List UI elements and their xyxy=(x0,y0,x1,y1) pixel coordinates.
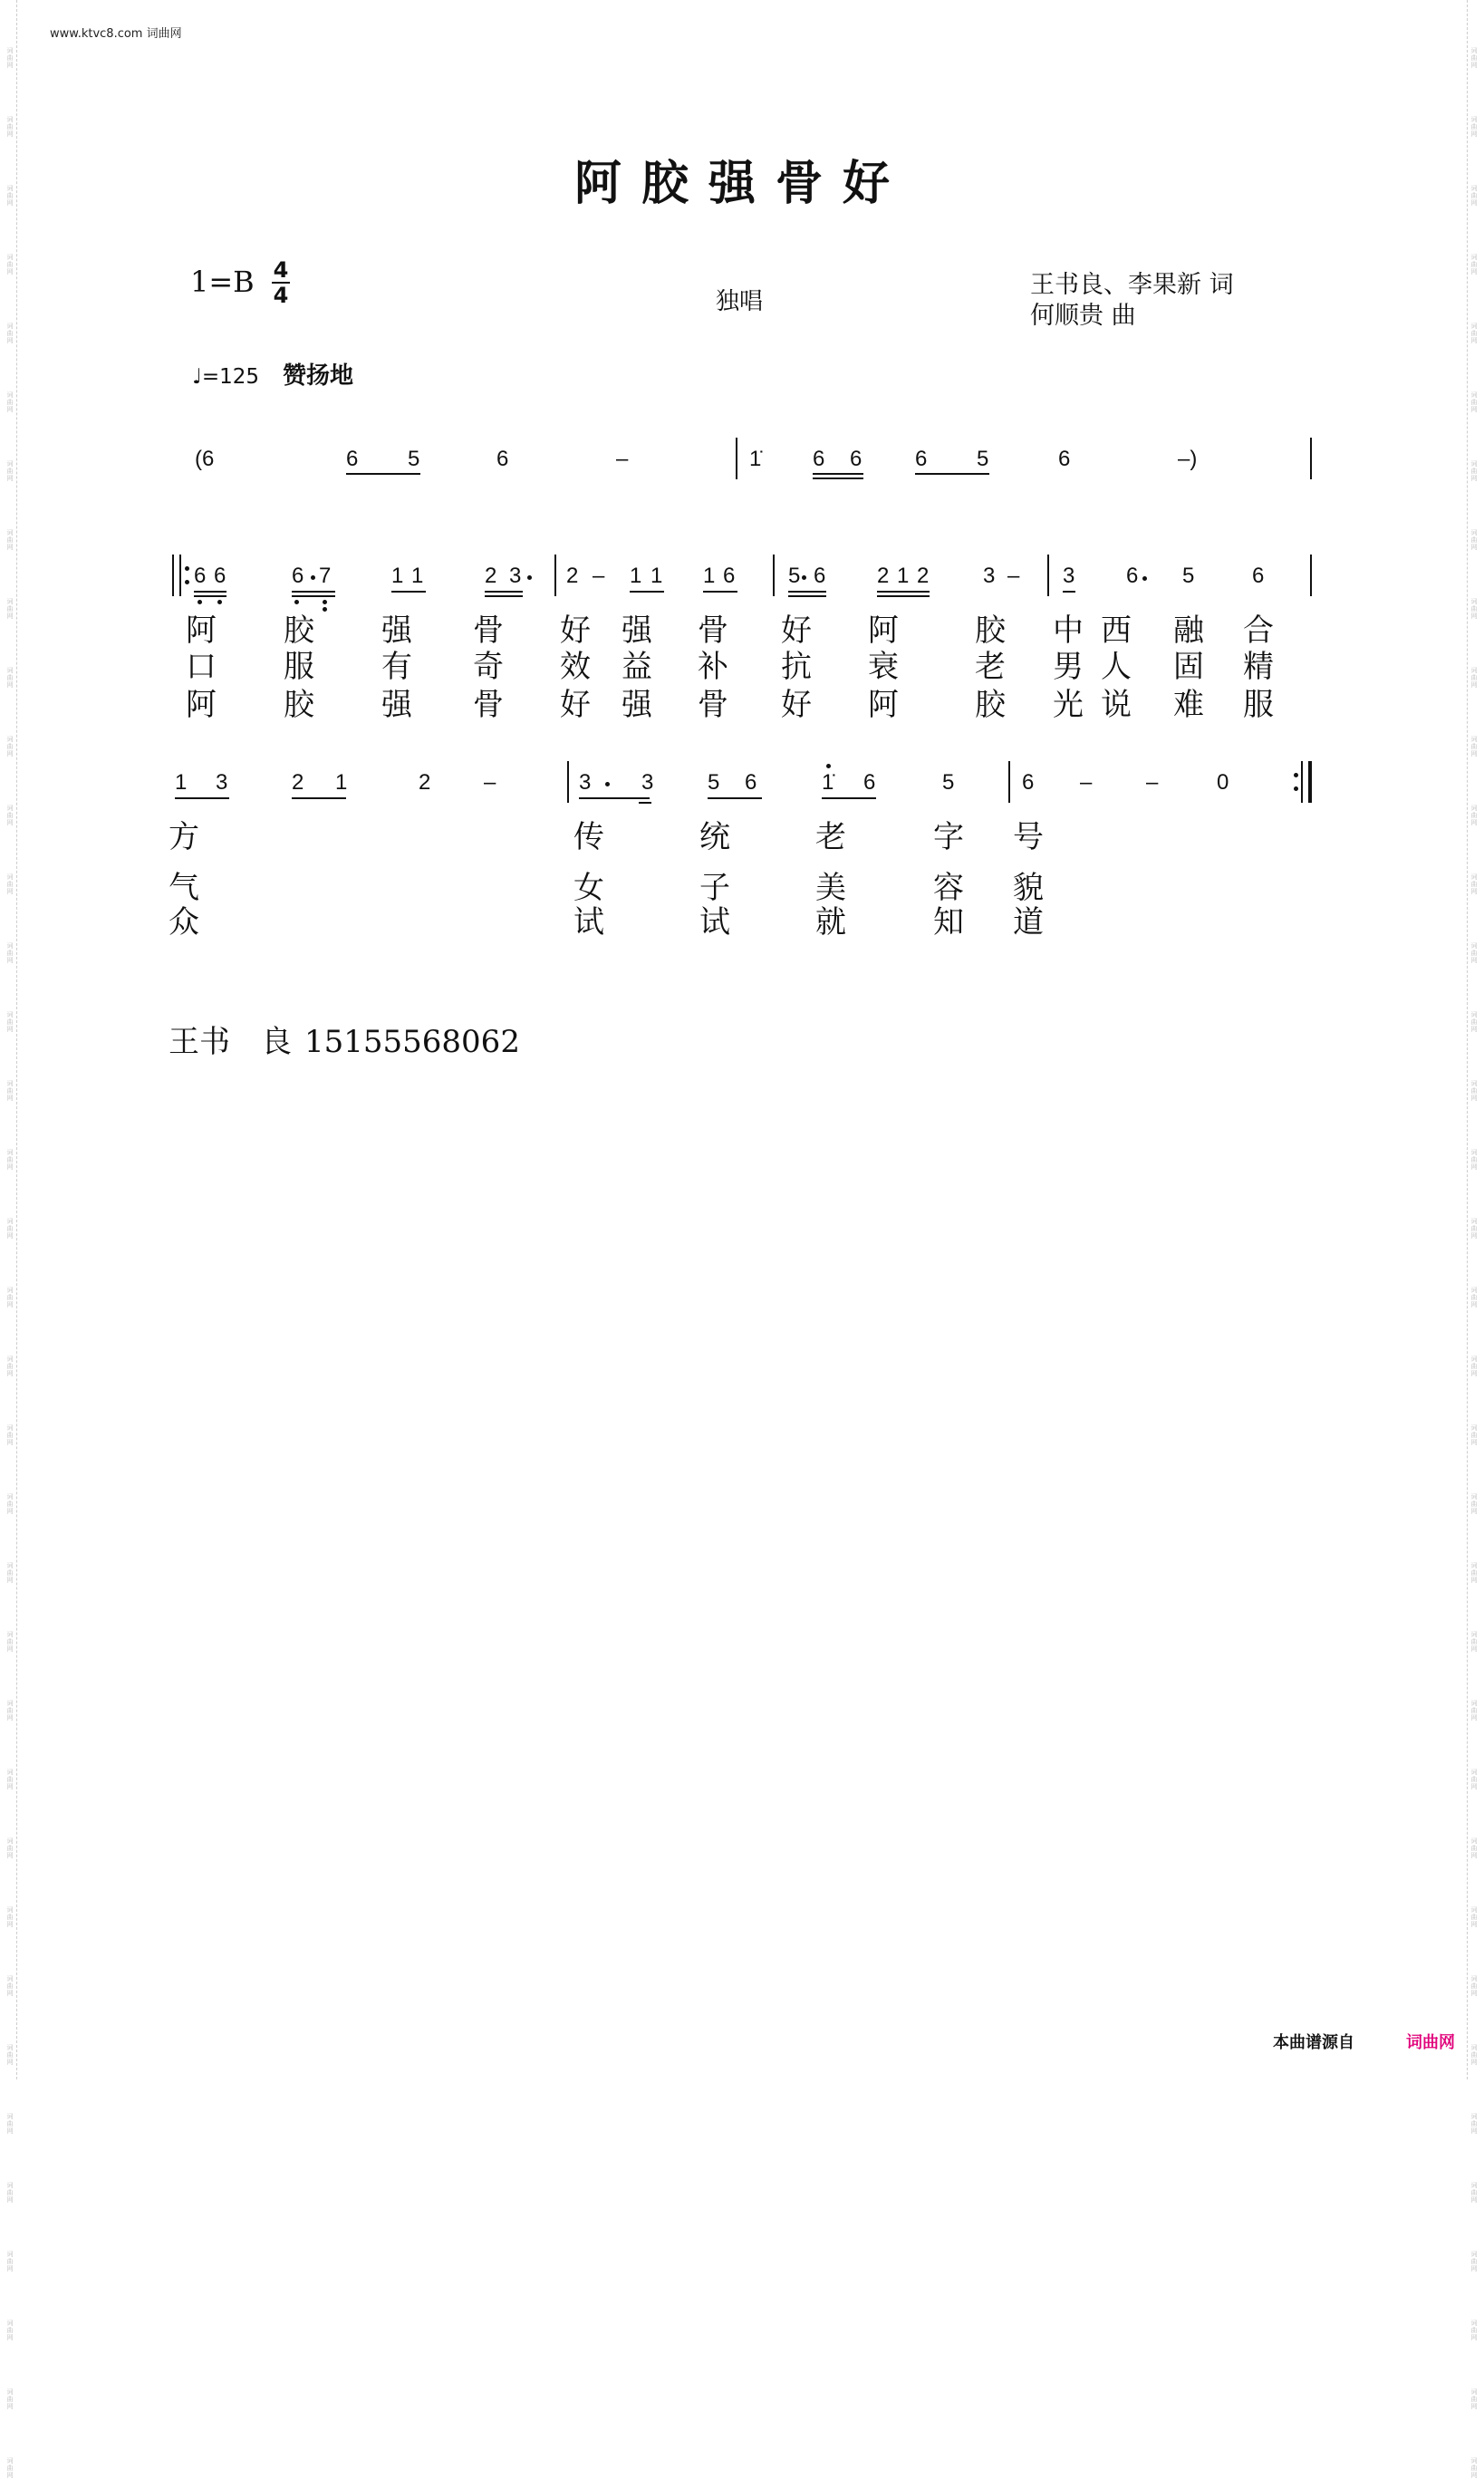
barline xyxy=(1008,761,1010,803)
watermark-text: 词 曲 网 xyxy=(6,529,14,551)
lyric-char: 胶 xyxy=(975,613,1006,649)
octave-dot xyxy=(217,600,222,604)
watermark-text: 词 曲 网 xyxy=(6,1562,14,1584)
performance-type: 独唱 xyxy=(716,288,764,315)
underline xyxy=(292,595,335,597)
right-watermark-strip xyxy=(1467,0,1480,2479)
watermark-text: 词 曲 网 xyxy=(1470,254,1478,275)
lyric-char: 统 xyxy=(699,819,730,855)
barline xyxy=(773,555,775,596)
watermark-text: 词 曲 网 xyxy=(1470,116,1478,138)
note: 2 xyxy=(485,564,497,588)
underline xyxy=(175,797,229,799)
lyric-char: 强 xyxy=(381,613,412,649)
watermark-text: 词 曲 网 xyxy=(6,1287,14,1308)
lyric-char: 抗 xyxy=(781,649,812,685)
barline xyxy=(1047,555,1049,596)
note: 2 xyxy=(877,564,890,588)
lyric-char: 西 xyxy=(1101,613,1132,649)
site-header[interactable] xyxy=(50,24,182,41)
lyric-char: 老 xyxy=(815,819,846,855)
lyric-char: 难 xyxy=(1173,687,1204,723)
underline xyxy=(788,591,826,593)
watermark-text: 词 曲 网 xyxy=(1470,942,1478,964)
lyric-char: 容 xyxy=(933,870,964,906)
underline xyxy=(485,595,523,597)
note: 6 xyxy=(1252,564,1265,588)
watermark-text: 词 曲 网 xyxy=(6,1355,14,1377)
note: 6 xyxy=(723,564,736,588)
watermark-text: 词 曲 网 xyxy=(1470,1631,1478,1653)
watermark-text: 词 曲 网 xyxy=(1470,47,1478,69)
note: 2 xyxy=(419,770,431,795)
note: 6 xyxy=(496,447,509,471)
watermark-text: 词 曲 网 xyxy=(6,1769,14,1790)
lyric-char: 就 xyxy=(815,904,846,940)
lyric-char: 胶 xyxy=(284,687,314,723)
lyric-char: 气 xyxy=(169,870,199,906)
note: 3 xyxy=(579,770,592,795)
watermark-text: 词 曲 网 xyxy=(6,1149,14,1171)
lyric-char: 号 xyxy=(1013,819,1044,855)
underline xyxy=(346,473,420,475)
note: 6 xyxy=(850,447,862,471)
watermark-text: 词 曲 网 xyxy=(6,2388,14,2410)
watermark-text: 词 曲 网 xyxy=(6,873,14,895)
watermark-text: 词 曲 网 xyxy=(1470,2182,1478,2204)
watermark-text: 词 曲 网 xyxy=(1470,598,1478,620)
watermark-text: 词 曲 网 xyxy=(1470,736,1478,757)
lyric-char: 服 xyxy=(1243,687,1274,723)
watermark-text: 词 曲 网 xyxy=(6,598,14,620)
lyric-char: 效 xyxy=(560,649,591,685)
contact-name: 王书 良 xyxy=(169,1024,292,1060)
lyric-char: 美 xyxy=(815,870,846,906)
lyric-char: 知 xyxy=(933,904,964,940)
aug-dot xyxy=(605,782,610,786)
note: 1 xyxy=(335,770,348,795)
note: 2 xyxy=(917,564,930,588)
note: 2 xyxy=(292,770,304,795)
underline xyxy=(822,797,876,799)
note: – xyxy=(1007,564,1020,588)
meter-top: 4 xyxy=(273,257,289,283)
lyric-char: 人 xyxy=(1101,649,1132,685)
watermark-text: 词 曲 网 xyxy=(1470,1906,1478,1928)
watermark-text: 词 曲 网 xyxy=(6,736,14,757)
watermark-text: 词 曲 网 xyxy=(1470,2457,1478,2479)
octave-dot xyxy=(323,607,327,612)
key-signature: 1=B xyxy=(190,265,255,299)
note: – xyxy=(484,770,496,795)
octave-dot xyxy=(294,600,299,604)
lyric-char: 强 xyxy=(622,613,652,649)
lyric-char: 胶 xyxy=(284,613,314,649)
lyric-char: 衰 xyxy=(868,649,899,685)
note: 6 xyxy=(814,564,826,588)
lyric-char: 精 xyxy=(1243,649,1274,685)
underline xyxy=(813,473,863,475)
watermark-text: 词 曲 网 xyxy=(1470,460,1478,482)
underline xyxy=(292,797,346,799)
note: 6 xyxy=(813,447,825,471)
lyric-char: 强 xyxy=(381,687,412,723)
note: 1 xyxy=(703,564,716,588)
watermark-text: 词 曲 网 xyxy=(6,2457,14,2479)
watermark-text: 词 曲 网 xyxy=(1470,1769,1478,1790)
lyric-char: 奇 xyxy=(473,649,504,685)
lyric-char: 好 xyxy=(560,687,591,723)
watermark-text: 词 曲 网 xyxy=(1470,1287,1478,1308)
watermark-text: 词 曲 网 xyxy=(1470,1218,1478,1240)
repeat-dot xyxy=(185,566,189,571)
repeat-dot xyxy=(185,580,189,584)
watermark-text: 词 曲 网 xyxy=(6,1218,14,1240)
barline xyxy=(1301,761,1303,803)
note: 5 xyxy=(942,770,955,795)
lyric-char: 骨 xyxy=(473,613,504,649)
lyric-char: 服 xyxy=(284,649,314,685)
meter-bottom: 4 xyxy=(273,283,289,308)
note: 1 xyxy=(650,564,663,588)
note: 6 xyxy=(745,770,757,795)
note: 1̇ xyxy=(749,447,762,471)
note: 6 xyxy=(1058,447,1071,471)
lyric-char: 试 xyxy=(573,904,604,940)
note: 5 xyxy=(708,770,720,795)
aug-dot xyxy=(311,575,315,580)
watermark-text: 词 曲 网 xyxy=(6,2320,14,2341)
underline xyxy=(292,591,335,593)
watermark-text: 词 曲 网 xyxy=(6,1700,14,1722)
barline xyxy=(736,438,737,479)
watermark-text: 词 曲 网 xyxy=(1470,2251,1478,2272)
watermark-text: 词 曲 网 xyxy=(1470,1838,1478,1859)
lyric-char: 方 xyxy=(169,819,199,855)
site-url[interactable]: www.ktvc8.com xyxy=(50,27,143,41)
note: 5 xyxy=(408,447,420,471)
barline xyxy=(1308,761,1312,803)
watermark-text: 词 曲 网 xyxy=(1470,1700,1478,1722)
lyric-char: 阿 xyxy=(186,687,217,723)
lyric-char: 貌 xyxy=(1013,870,1044,906)
note: 5 xyxy=(1182,564,1195,588)
watermark-text: 词 曲 网 xyxy=(1470,185,1478,207)
barline xyxy=(1310,438,1312,479)
watermark-text: 词 曲 网 xyxy=(6,2044,14,2066)
watermark-text: 词 曲 网 xyxy=(6,460,14,482)
watermark-text: 词 曲 网 xyxy=(1470,2320,1478,2341)
repeat-dot xyxy=(1294,773,1298,777)
lyric-char: 阿 xyxy=(186,613,217,649)
note: 7 xyxy=(319,564,332,588)
lyric-char: 试 xyxy=(699,904,730,940)
note: –) xyxy=(1178,447,1198,471)
watermark-text: 词 曲 网 xyxy=(6,1011,14,1033)
lyric-char: 好 xyxy=(781,687,812,723)
barline xyxy=(172,555,174,596)
underline xyxy=(391,591,426,593)
watermark-text: 词 曲 网 xyxy=(6,254,14,275)
lyric-char: 骨 xyxy=(473,687,504,723)
lyric-char: 道 xyxy=(1013,904,1044,940)
watermark-text: 词 曲 网 xyxy=(6,323,14,344)
note: 3 xyxy=(509,564,522,588)
watermark-text: 词 曲 网 xyxy=(6,2182,14,2204)
watermark-text: 词 曲 网 xyxy=(6,2251,14,2272)
credits xyxy=(1030,270,1234,332)
lyric-char: 固 xyxy=(1173,649,1204,685)
watermark-text: 词 曲 网 xyxy=(1470,529,1478,551)
watermark-text: 词 曲 网 xyxy=(6,47,14,69)
lyric-char: 众 xyxy=(169,904,199,940)
octave-dot xyxy=(198,600,202,604)
composer-credit: 何顺贵 曲 xyxy=(1030,302,1136,330)
note: 2 xyxy=(566,564,579,588)
barline xyxy=(1310,555,1312,596)
lyric-char: 好 xyxy=(781,613,812,649)
lyric-char: 合 xyxy=(1243,613,1274,649)
aug-dot xyxy=(1142,576,1147,581)
underline xyxy=(915,473,989,475)
note: 3 xyxy=(983,564,996,588)
note: 6 xyxy=(863,770,876,795)
note: 1 xyxy=(630,564,642,588)
watermark-text: 词 曲 网 xyxy=(1470,1975,1478,1997)
watermark-text: 词 曲 网 xyxy=(1470,1424,1478,1446)
watermark-text: 词 曲 网 xyxy=(1470,667,1478,689)
watermark-text: 词 曲 网 xyxy=(6,1424,14,1446)
underline xyxy=(485,591,523,593)
watermark-text: 词 曲 网 xyxy=(6,942,14,964)
lyric-char: 补 xyxy=(698,649,728,685)
tempo-value: ♩=125 xyxy=(192,365,260,389)
watermark-text: 词 曲 网 xyxy=(6,2113,14,2135)
lyricist-credit: 王书良、李果新 词 xyxy=(1030,271,1234,299)
site-name: 词曲网 xyxy=(146,27,182,41)
note: 6 xyxy=(194,564,207,588)
note: 0 xyxy=(1217,770,1229,795)
note: – xyxy=(616,447,629,471)
note: 5 xyxy=(788,564,801,588)
note: 6 xyxy=(346,447,359,471)
tempo-expression: 赞扬地 xyxy=(283,362,354,390)
watermark-text: 词 曲 网 xyxy=(6,1838,14,1859)
note: 1 xyxy=(897,564,910,588)
watermark-text: 词 曲 网 xyxy=(1470,2113,1478,2135)
octave-dot xyxy=(826,764,831,768)
watermark-text: 词 曲 网 xyxy=(1470,873,1478,895)
watermark-text: 词 曲 网 xyxy=(6,116,14,138)
watermark-text: 词 曲 网 xyxy=(6,805,14,826)
note: 6 xyxy=(214,564,226,588)
watermark-text: 词 曲 网 xyxy=(1470,805,1478,826)
watermark-text: 词 曲 网 xyxy=(1470,1011,1478,1033)
lyric-char: 传 xyxy=(573,819,604,855)
watermark-text: 词 曲 网 xyxy=(1470,1493,1478,1515)
note: 1 xyxy=(391,564,404,588)
watermark-text: 词 曲 网 xyxy=(6,185,14,207)
note: – xyxy=(593,564,605,588)
song-title: 阿胶强骨好 xyxy=(573,157,910,211)
note: 6 xyxy=(1126,564,1139,588)
lyric-char: 男 xyxy=(1053,649,1084,685)
lyric-char: 子 xyxy=(699,870,730,906)
underline xyxy=(579,797,650,799)
source-label: 本曲谱源自 xyxy=(1273,2033,1354,2052)
left-watermark-strip xyxy=(4,0,17,2479)
time-signature xyxy=(272,259,290,306)
watermark-text: 词 曲 网 xyxy=(1470,1562,1478,1584)
watermark-text: 词 曲 网 xyxy=(6,1631,14,1653)
watermark-text: 词 曲 网 xyxy=(6,667,14,689)
barline xyxy=(567,761,569,803)
watermark-text: 词 曲 网 xyxy=(1470,323,1478,344)
underline xyxy=(194,595,226,597)
repeat-dot xyxy=(1294,786,1298,791)
note: (6 xyxy=(195,447,215,471)
note: 5 xyxy=(977,447,989,471)
lyric-char: 中 xyxy=(1053,613,1084,649)
watermark-text: 词 曲 网 xyxy=(6,391,14,413)
note: 3 xyxy=(1063,564,1075,588)
watermark-text: 词 曲 网 xyxy=(1470,1355,1478,1377)
contact-info xyxy=(169,1017,520,1061)
note: 1̇ xyxy=(822,770,834,795)
lyric-char: 好 xyxy=(560,613,591,649)
aug-dot xyxy=(527,575,532,580)
lyric-char: 益 xyxy=(622,649,652,685)
watermark-text: 词 曲 网 xyxy=(1470,1080,1478,1102)
lyric-char: 强 xyxy=(622,687,652,723)
tempo-marking xyxy=(192,357,353,391)
lyric-char: 光 xyxy=(1053,687,1084,723)
aug-dot xyxy=(802,575,806,580)
note: 1 xyxy=(411,564,424,588)
underline xyxy=(877,591,930,593)
note: 6 xyxy=(1022,770,1035,795)
lyric-char: 口 xyxy=(186,649,217,685)
underline xyxy=(813,477,863,479)
note: 3 xyxy=(216,770,228,795)
lyric-char: 胶 xyxy=(975,687,1006,723)
contact-phone: 15155568062 xyxy=(304,1024,520,1060)
lyric-char: 骨 xyxy=(698,613,728,649)
lyric-char: 老 xyxy=(975,649,1006,685)
watermark-text: 词 曲 网 xyxy=(1470,2044,1478,2066)
lyric-char: 字 xyxy=(933,819,964,855)
underline xyxy=(639,802,651,804)
source-site-link[interactable]: 词曲网 xyxy=(1406,2033,1455,2052)
note: – xyxy=(1146,770,1159,795)
note: 6 xyxy=(292,564,304,588)
lyric-char: 阿 xyxy=(868,687,899,723)
underline xyxy=(708,797,762,799)
lyric-char: 女 xyxy=(573,870,604,906)
note: – xyxy=(1080,770,1093,795)
lyric-char: 融 xyxy=(1173,613,1204,649)
note: 6 xyxy=(915,447,928,471)
underline xyxy=(703,591,737,593)
lyric-char: 阿 xyxy=(868,613,899,649)
watermark-text: 词 曲 网 xyxy=(6,1080,14,1102)
underline xyxy=(877,595,930,597)
barline xyxy=(554,555,556,596)
watermark-text: 词 曲 网 xyxy=(6,1975,14,1997)
watermark-text: 词 曲 网 xyxy=(1470,1149,1478,1171)
octave-dot xyxy=(323,600,327,604)
note: 1 xyxy=(175,770,188,795)
watermark-text: 词 曲 网 xyxy=(6,1906,14,1928)
note: 3 xyxy=(641,770,654,795)
lyric-char: 说 xyxy=(1101,687,1132,723)
underline xyxy=(630,591,664,593)
watermark-text: 词 曲 网 xyxy=(1470,391,1478,413)
watermark-text: 词 曲 网 xyxy=(1470,2388,1478,2410)
lyric-char: 有 xyxy=(381,649,412,685)
underline xyxy=(194,591,226,593)
underline xyxy=(788,595,826,597)
watermark-text: 词 曲 网 xyxy=(6,1493,14,1515)
lyric-char: 骨 xyxy=(698,687,728,723)
barline xyxy=(179,555,181,596)
underline xyxy=(1063,591,1075,593)
